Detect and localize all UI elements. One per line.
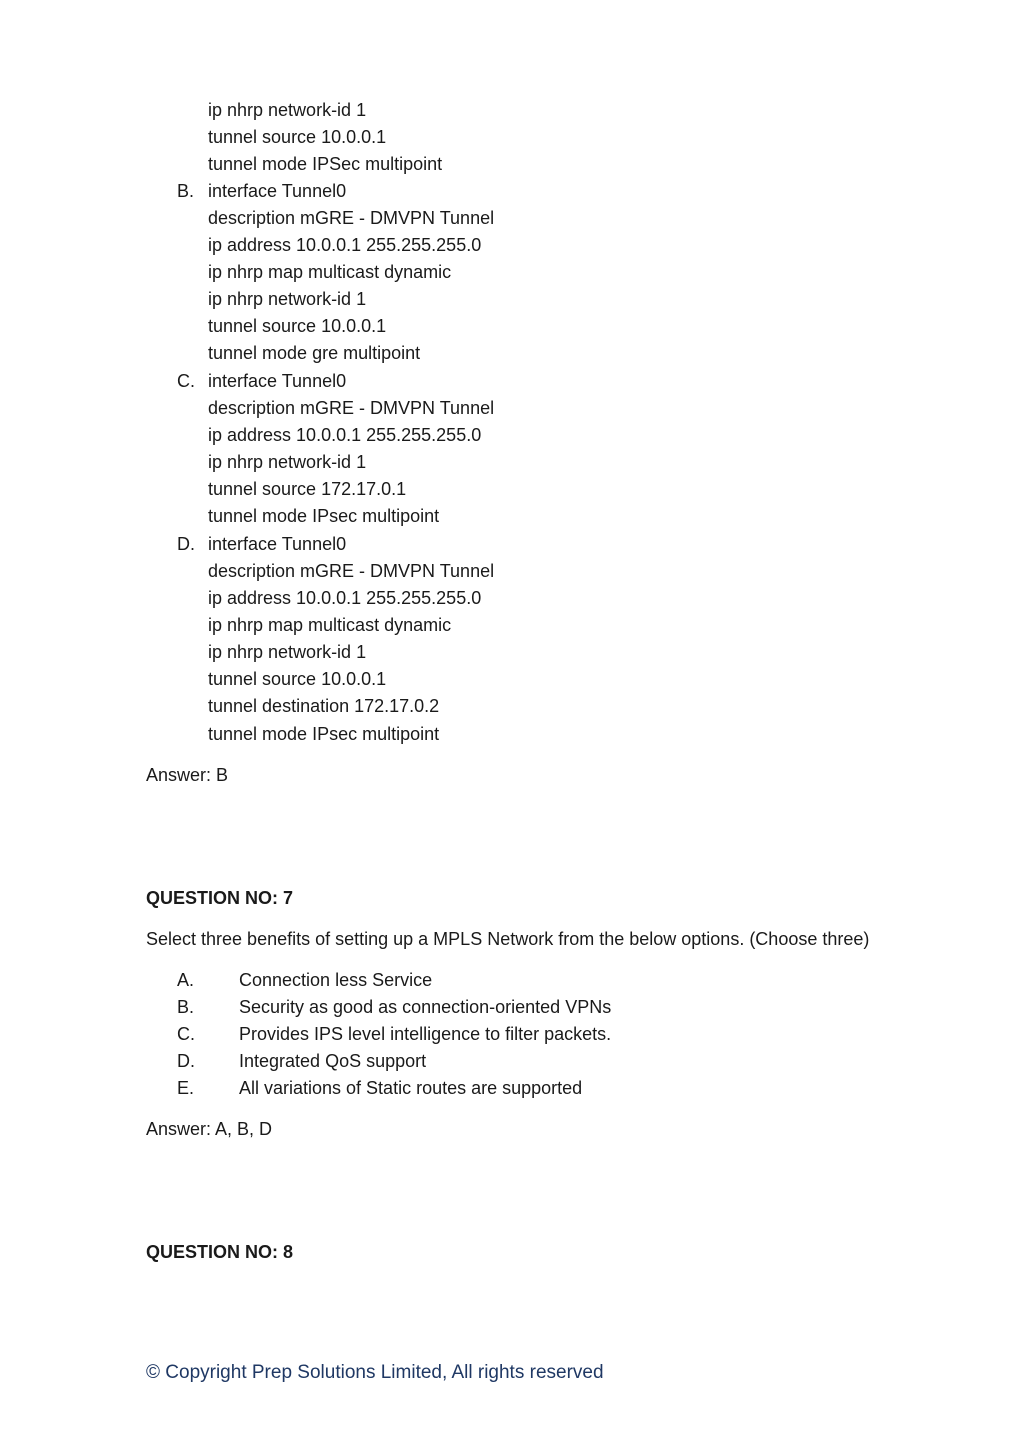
choice-text: Provides IPS level intelligence to filter packets. (239, 1024, 612, 1044)
choice-letter-d: D. (177, 1051, 195, 1071)
option-letter-b: B. (177, 181, 195, 201)
choice-letter-e: E. (177, 1078, 195, 1098)
config-line: tunnel mode IPsec multipoint (208, 506, 440, 526)
choice-text: All variations of Static routes are supported (239, 1078, 583, 1098)
choice-letter-b: B. (177, 997, 195, 1017)
config-line: tunnel source 172.17.0.1 (208, 479, 407, 499)
answer-text: Answer: A, B, D (146, 1119, 273, 1139)
config-line: ip address 10.0.0.1 255.255.255.0 (208, 588, 482, 608)
config-line: ip nhrp network-id 1 (208, 642, 367, 662)
config-line: tunnel mode IPsec multipoint (208, 724, 440, 744)
question-text: Select three benefits of setting up a MPLS Network from the below options. (Choose three) (146, 929, 870, 949)
config-line: tunnel source 10.0.0.1 (208, 316, 387, 336)
config-line: interface Tunnel0 (208, 534, 347, 554)
choice-letter-a: A. (177, 970, 195, 990)
answer-text: Answer: B (146, 765, 229, 785)
config-line: ip address 10.0.0.1 255.255.255.0 (208, 425, 482, 445)
config-line: interface Tunnel0 (208, 371, 347, 391)
config-line: tunnel source 10.0.0.1 (208, 669, 387, 689)
choice-text: Connection less Service (239, 970, 433, 990)
option-letter-d: D. (177, 534, 195, 554)
config-line: ip nhrp network-id 1 (208, 289, 367, 309)
config-line: description mGRE - DMVPN Tunnel (208, 561, 495, 581)
config-line: ip nhrp network-id 1 (208, 100, 367, 120)
config-line: ip address 10.0.0.1 255.255.255.0 (208, 235, 482, 255)
question-title: QUESTION NO: 7 (146, 888, 294, 908)
config-line: tunnel mode gre multipoint (208, 343, 421, 363)
copyright-footer: © Copyright Prep Solutions Limited, All rights reserved (146, 1362, 604, 1383)
choice-text: Integrated QoS support (239, 1051, 427, 1071)
config-line: tunnel destination 172.17.0.2 (208, 696, 440, 716)
choice-letter-c: C. (177, 1024, 195, 1044)
config-line: description mGRE - DMVPN Tunnel (208, 398, 495, 418)
option-letter-c: C. (177, 371, 195, 391)
config-line: tunnel mode IPSec multipoint (208, 154, 443, 174)
choice-text: Security as good as connection-oriented VPNs (239, 997, 612, 1017)
config-line: ip nhrp map multicast dynamic (208, 615, 452, 635)
question-title: QUESTION NO: 8 (146, 1242, 294, 1262)
config-line: ip nhrp network-id 1 (208, 452, 367, 472)
config-line: interface Tunnel0 (208, 181, 347, 201)
config-line: ip nhrp map multicast dynamic (208, 262, 452, 282)
config-line: tunnel source 10.0.0.1 (208, 127, 387, 147)
config-line: description mGRE - DMVPN Tunnel (208, 208, 495, 228)
